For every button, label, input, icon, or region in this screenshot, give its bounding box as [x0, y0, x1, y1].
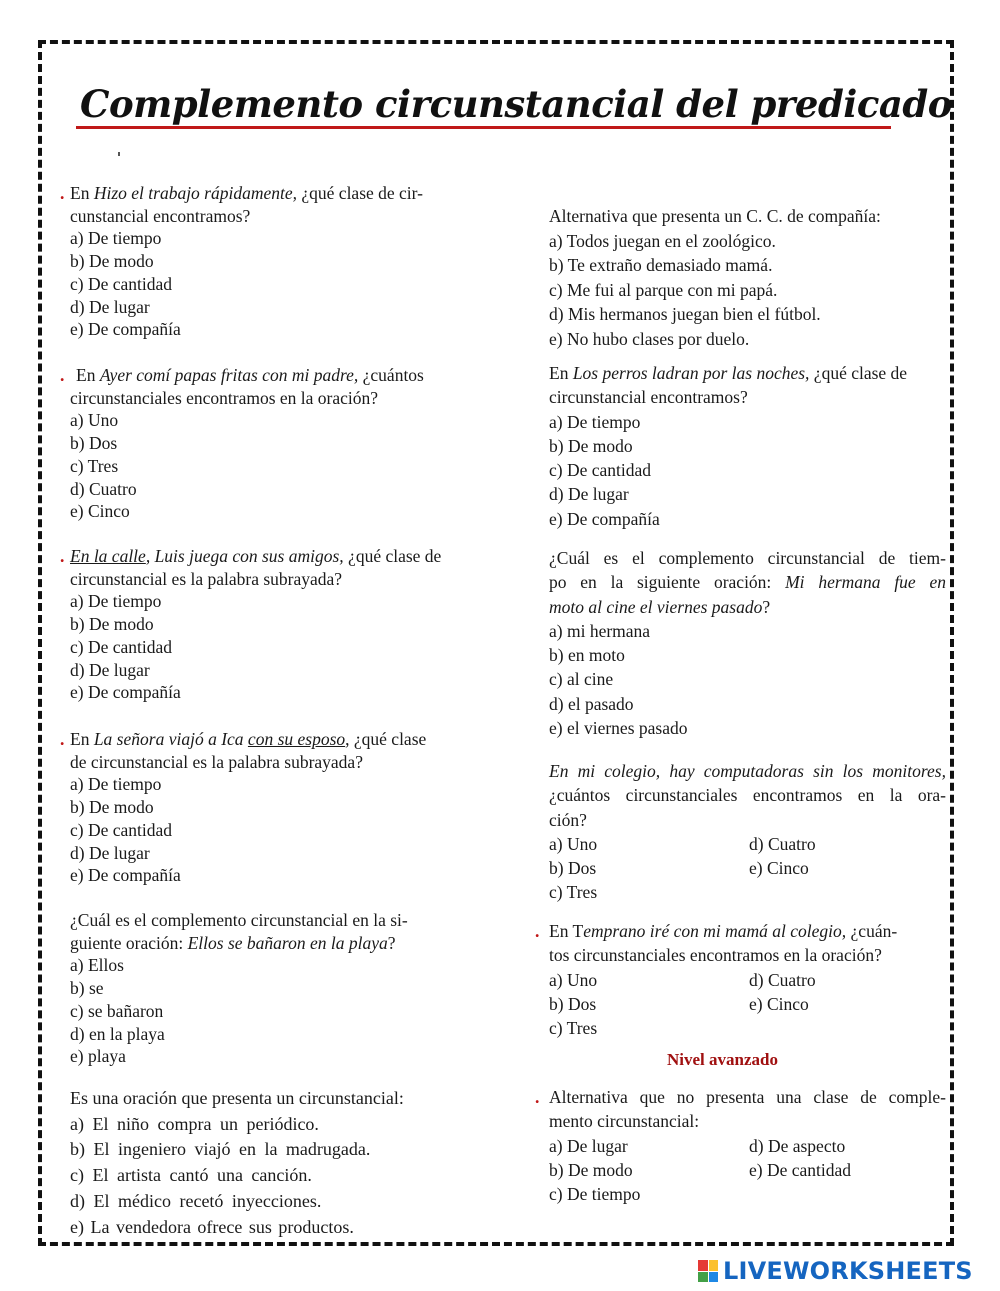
question-left-2: . En Ayer comí papas fritas con mi padre, ¿cuántos circunstanciales encontramos en la oración? a) Uno b) Dos c) Tres d) Cuatro e) Cinco — [60, 365, 424, 522]
option[interactable]: b) De modo — [549, 1159, 633, 1180]
option[interactable]: b) De modo — [70, 797, 154, 818]
question-right-4: En mi colegio, hay computadoras sin los monitores, ¿cuántos circunstanciales encontramos en la ora- ción? a) Uno d) Cuatro b) Dos e) Cinco c) Tres — [549, 759, 946, 905]
option[interactable]: e) Cinco — [70, 501, 130, 522]
section-heading-advanced: Nivel avanzado — [667, 1050, 778, 1069]
logo-icon — [698, 1260, 718, 1282]
option[interactable]: a) Todos juegan en el zoológico. — [549, 230, 776, 251]
option[interactable]: a) Uno — [549, 969, 598, 990]
option[interactable]: b) en moto — [549, 645, 625, 666]
option[interactable]: b) De modo — [549, 435, 633, 456]
title-underline — [76, 126, 891, 129]
option[interactable]: e) playa — [70, 1046, 126, 1067]
option[interactable]: c) De tiempo — [549, 1184, 641, 1205]
option[interactable]: e) La vendedora ofrece sus productos. — [70, 1216, 354, 1237]
worksheet-title: Complemento circunstancial del predicado — [80, 82, 952, 126]
bullet: . — [60, 729, 65, 749]
question-right-6: . Alternativa que no presenta una clase de comple- mento circunstancial: a) De lugar d) De aspecto b) De modo e) De cantidad c) De tiempo — [549, 1085, 946, 1206]
bullet: . — [535, 921, 540, 941]
option[interactable]: c) De cantidad — [549, 460, 652, 481]
option[interactable]: c) se bañaron — [70, 1000, 164, 1021]
option[interactable]: a) Uno — [549, 833, 598, 854]
option[interactable]: d) De lugar — [70, 842, 150, 863]
question-left-3: . En la calle, Luis juega con sus amigos, ¿qué clase de circunstancial es la palabra subrayada? a) De tiempo b) De modo c) De cantidad d) De lugar e) De compañía — [60, 546, 442, 703]
option[interactable]: b) De modo — [70, 614, 154, 635]
option[interactable]: e) el viernes pasado — [549, 718, 688, 739]
option[interactable]: d) Cuatro — [70, 478, 137, 499]
option[interactable]: c) De cantidad — [70, 819, 173, 840]
option[interactable]: c) De cantidad — [70, 273, 173, 294]
option[interactable]: c) Me fui al parque con mi papá. — [549, 279, 778, 300]
bullet: . — [60, 183, 65, 203]
question-right-5: . En Temprano iré con mi mamá al colegio, ¿cuán- tos circunstanciales encontramos en la oración? a) Uno d) Cuatro b) Dos e) Cinco c) Tres — [549, 919, 949, 1040]
option[interactable]: d) El médico recetó inyecciones. — [70, 1190, 322, 1211]
stray-mark — [118, 152, 120, 156]
option[interactable]: b) Dos — [70, 433, 118, 454]
question-right-2: En Los perros ladran por las noches, ¿qué clase de circunstancial encontramos? a) De tiempo b) De modo c) De cantidad d) De lugar e) De compañía — [549, 361, 907, 531]
bullet: . — [60, 546, 65, 566]
option[interactable]: c) Tres — [549, 1018, 598, 1039]
option[interactable]: e) De compañía — [70, 865, 181, 886]
option[interactable]: e) Cinco — [749, 993, 809, 1014]
option[interactable]: e) De compañía — [549, 508, 660, 529]
option[interactable]: e) Cinco — [749, 858, 809, 879]
option[interactable]: e) De compañía — [70, 682, 181, 703]
logo-text: LIVEWORKSHEETS — [723, 1257, 973, 1285]
option[interactable]: a) Uno — [70, 410, 119, 431]
bullet: . — [535, 1087, 540, 1107]
option[interactable]: a) De tiempo — [70, 228, 162, 249]
bullet: . — [60, 365, 65, 385]
option[interactable]: a) De tiempo — [70, 591, 162, 612]
option[interactable]: d) Cuatro — [749, 833, 816, 854]
option[interactable]: d) en la playa — [70, 1023, 165, 1044]
option[interactable]: a) De lugar — [549, 1135, 628, 1156]
question-left-1: . En Hizo el trabajo rápidamente, ¿qué clase de cir- cunstancial encontramos? a) De tiempo b) De modo c) De cantidad d) De lugar e) De compañía — [60, 183, 423, 340]
question-left-4: . En La señora viajó a Ica con su esposo, ¿qué clase de circunstancial es la palabra subrayada? a) De tiempo b) De modo c) De cantidad d) De lugar e) De compañía — [60, 729, 427, 886]
option[interactable]: d) el pasado — [549, 693, 634, 714]
option[interactable]: e) De compañía — [70, 319, 181, 340]
option[interactable]: b) De modo — [70, 251, 154, 272]
option[interactable]: c) De cantidad — [70, 636, 173, 657]
option[interactable]: a) mi hermana — [549, 620, 651, 641]
option[interactable]: a) De tiempo — [70, 774, 162, 795]
question-right-1: Alternativa que presenta un C. C. de compañía: a) Todos juegan en el zoológico. b) Te extraño demasiado mamá. c) Me fui al parque con mi papá. d) Mis hermanos juegan bien el fútbol. e) No hubo clases por duelo. — [549, 204, 881, 351]
option[interactable]: a) De tiempo — [549, 411, 641, 432]
option[interactable]: b) Dos — [549, 858, 597, 879]
option[interactable]: a) Ellos — [70, 955, 124, 976]
option[interactable]: e) De cantidad — [749, 1159, 852, 1180]
option[interactable]: d) Mis hermanos juegan bien el fútbol. — [549, 304, 821, 324]
option[interactable]: a) El niño compra un periódico. — [70, 1113, 319, 1134]
option[interactable]: d) De aspecto — [749, 1135, 846, 1156]
option[interactable]: c) Tres — [70, 455, 119, 476]
option[interactable]: b) se — [70, 978, 104, 999]
option[interactable]: b) Dos — [549, 993, 597, 1014]
option[interactable]: c) al cine — [549, 669, 614, 690]
option[interactable]: b) El ingeniero viajó en la madrugada. — [70, 1139, 371, 1160]
option[interactable]: b) Te extraño demasiado mamá. — [549, 255, 773, 275]
option[interactable]: d) De lugar — [70, 659, 150, 680]
option[interactable]: d) Cuatro — [749, 969, 816, 990]
option[interactable]: d) De lugar — [549, 484, 629, 505]
question-right-3: ¿Cuál es el complemento circunstancial de tiem- po en la siguiente oración: Mi hermana fue en moto al cine el viernes pasado? a) mi hermana b) en moto c) al cine d) el pasado e) el viernes pasado — [549, 546, 946, 740]
liveworksheets-logo — [698, 1257, 973, 1285]
option[interactable]: e) No hubo clases por duelo. — [549, 328, 750, 349]
option[interactable]: c) El artista cantó una canción. — [70, 1165, 312, 1186]
option[interactable]: d) De lugar — [70, 296, 150, 317]
question-left-6: Es una oración que presenta un circunstancial: a) El niño compra un periódico. b) El ingeniero viajó en la madrugada. c) El artista cantó una canción. d) El médico recetó inyecciones. e) La vendedora ofrece sus productos. — [70, 1086, 404, 1240]
option[interactable]: c) Tres — [549, 882, 598, 903]
question-left-5: ¿Cuál es el complemento circunstancial en la si- guiente oración: Ellos se bañaron en la playa? a) Ellos b) se c) se bañaron d) en la playa e) playa — [70, 910, 408, 1067]
